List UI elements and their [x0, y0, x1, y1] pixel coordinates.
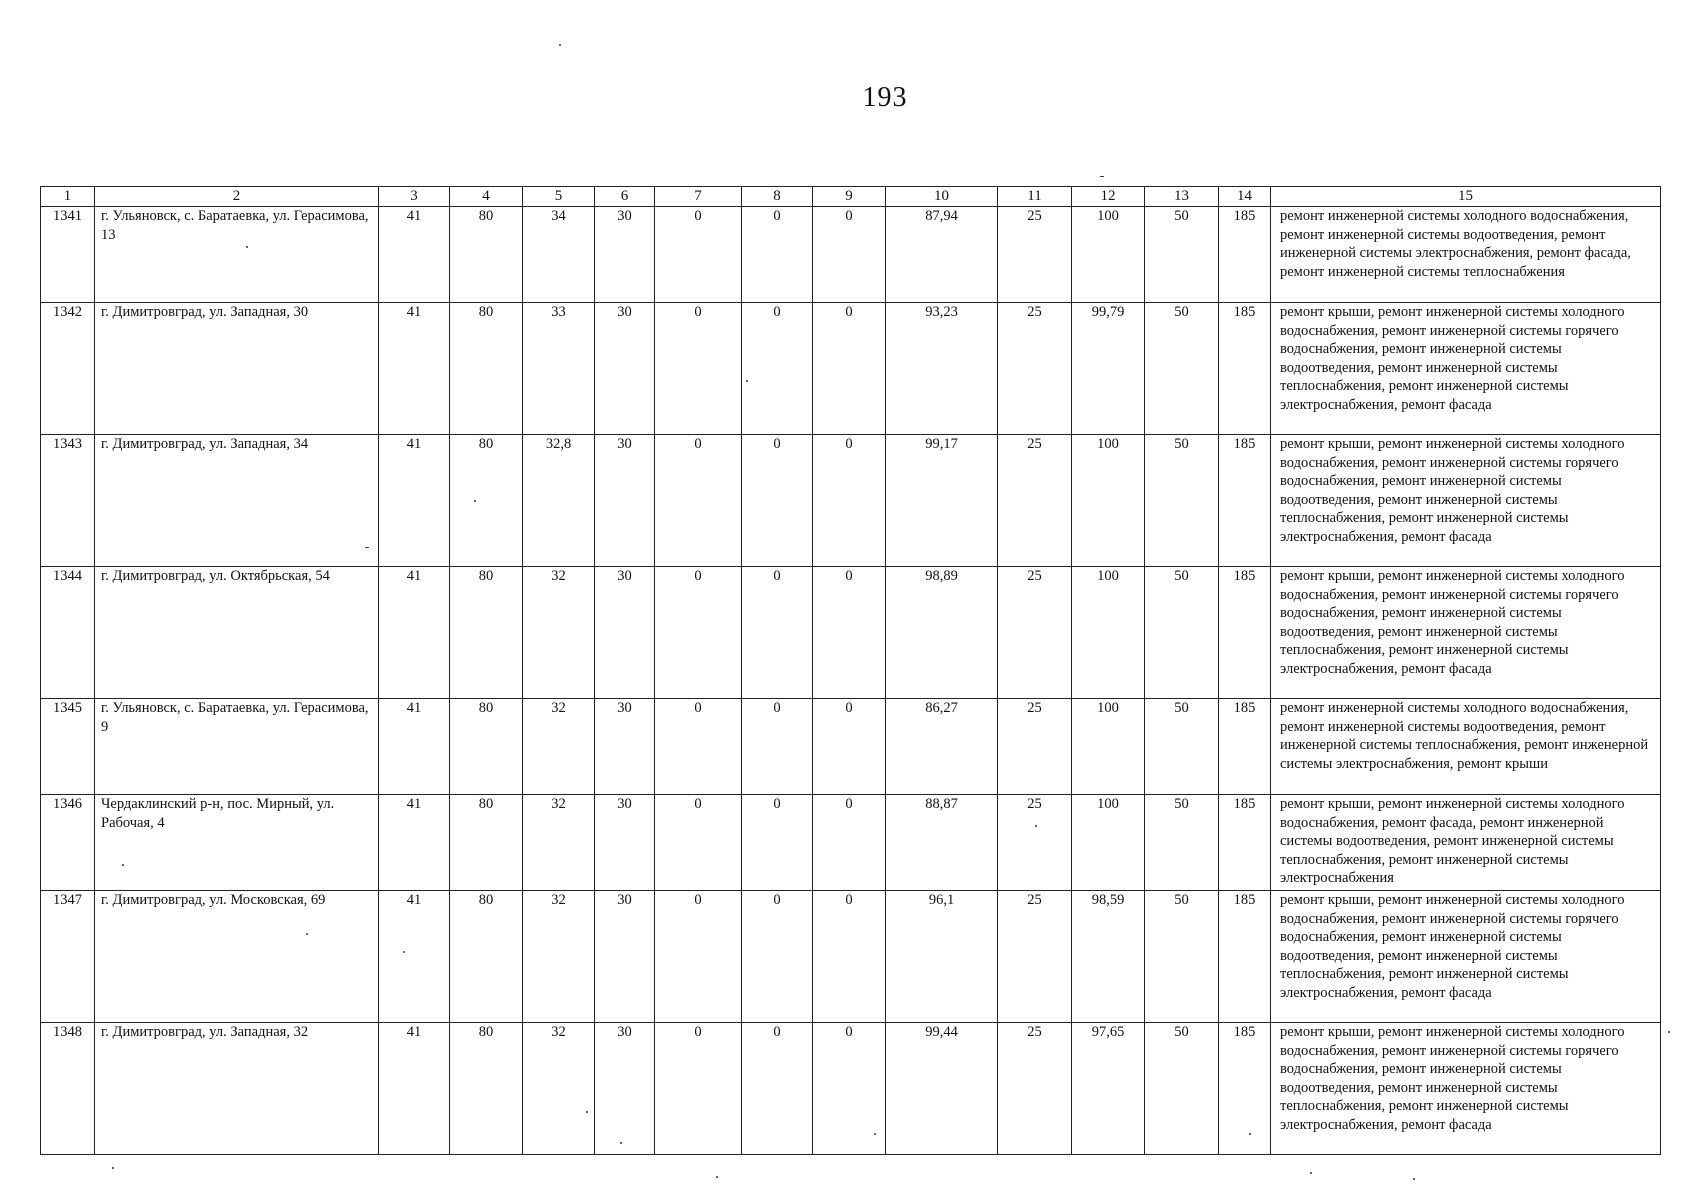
- value-cell: 25: [998, 567, 1072, 699]
- value-cell: 41: [379, 699, 450, 795]
- column-number-row: [41, 187, 1661, 207]
- value-cell: 0: [742, 699, 813, 795]
- value-cell: 41: [379, 795, 450, 891]
- value-cell: 0: [742, 1023, 813, 1155]
- value-cell: 97,65: [1072, 1023, 1145, 1155]
- value-cell: 0: [655, 303, 742, 435]
- value-cell: 0: [813, 207, 886, 303]
- scan-speck: [559, 44, 561, 46]
- value-cell: 30: [595, 207, 655, 303]
- row-number: 1342: [41, 303, 95, 435]
- column-header: 3: [379, 187, 450, 207]
- scan-speck: [874, 1133, 876, 1135]
- value-cell: 100: [1072, 207, 1145, 303]
- value-cell: 50: [1145, 303, 1219, 435]
- value-cell: 0: [813, 891, 886, 1023]
- scan-speck: [746, 380, 748, 382]
- table-row: [41, 435, 1661, 567]
- value-cell: 185: [1219, 891, 1271, 1023]
- value-cell: 50: [1145, 435, 1219, 567]
- works-cell: ремонт крыши, ремонт инженерной системы холодного водоснабжения, ремонт инженерной системы горячего водоснабжения, ремонт инженерной системы водоотведения, ремонт инженерной системы теплоснабжения, ремонт инженерной системы электроснабжения, ремонт фасада: [1271, 303, 1661, 435]
- value-cell: 100: [1072, 699, 1145, 795]
- table-row: [41, 891, 1661, 1023]
- value-cell: 30: [595, 795, 655, 891]
- value-cell: 41: [379, 891, 450, 1023]
- value-cell: 100: [1072, 435, 1145, 567]
- value-cell: 33: [523, 303, 595, 435]
- column-header: 8: [742, 187, 813, 207]
- value-cell: 41: [379, 567, 450, 699]
- registry-table: [40, 186, 1661, 1155]
- value-cell: 50: [1145, 795, 1219, 891]
- table-row: [41, 795, 1661, 891]
- value-cell: 98,89: [886, 567, 998, 699]
- value-cell: 0: [742, 303, 813, 435]
- works-cell: ремонт крыши, ремонт инженерной системы холодного водоснабжения, ремонт инженерной системы горячего водоснабжения, ремонт инженерной системы водоотведения, ремонт инженерной системы теплоснабжения, ремонт инженерной системы электроснабжения, ремонт фасада: [1271, 1023, 1661, 1155]
- scan-speck: [306, 933, 308, 935]
- table-header: [41, 187, 1661, 207]
- value-cell: 87,94: [886, 207, 998, 303]
- table-row: [41, 303, 1661, 435]
- value-cell: 80: [450, 891, 523, 1023]
- value-cell: 0: [742, 435, 813, 567]
- address-cell: г. Ульяновск, с. Баратаевка, ул. Герасимова, 13: [95, 207, 379, 303]
- value-cell: 32: [523, 1023, 595, 1155]
- row-number: 1345: [41, 699, 95, 795]
- value-cell: 50: [1145, 1023, 1219, 1155]
- value-cell: 50: [1145, 891, 1219, 1023]
- scan-speck: [122, 864, 124, 866]
- address-cell: Чердаклинский р-н, пос. Мирный, ул. Рабочая, 4: [95, 795, 379, 891]
- address-cell: г. Димитровград, ул. Октябрьская, 54: [95, 567, 379, 699]
- table-body: [41, 207, 1661, 1155]
- value-cell: 25: [998, 435, 1072, 567]
- works-cell: ремонт крыши, ремонт инженерной системы холодного водоснабжения, ремонт инженерной системы горячего водоснабжения, ремонт инженерной системы водоотведения, ремонт инженерной системы теплоснабжения, ремонт инженерной системы электроснабжения, ремонт фасада: [1271, 567, 1661, 699]
- value-cell: 0: [813, 795, 886, 891]
- value-cell: 0: [655, 567, 742, 699]
- value-cell: 99,17: [886, 435, 998, 567]
- works-cell: ремонт крыши, ремонт инженерной системы холодного водоснабжения, ремонт инженерной системы горячего водоснабжения, ремонт инженерной системы водоотведения, ремонт инженерной системы теплоснабжения, ремонт инженерной системы электроснабжения, ремонт фасада: [1271, 891, 1661, 1023]
- value-cell: 100: [1072, 567, 1145, 699]
- scan-speck: [1249, 1133, 1251, 1135]
- value-cell: 50: [1145, 699, 1219, 795]
- value-cell: 30: [595, 1023, 655, 1155]
- column-header: 4: [450, 187, 523, 207]
- value-cell: 0: [813, 699, 886, 795]
- table-row: [41, 207, 1661, 303]
- scan-speck: [586, 1111, 588, 1113]
- column-header: 15: [1271, 187, 1661, 207]
- value-cell: 32: [523, 891, 595, 1023]
- value-cell: 32,8: [523, 435, 595, 567]
- address-cell: г. Димитровград, ул. Западная, 32: [95, 1023, 379, 1155]
- works-cell: ремонт инженерной системы холодного водоснабжения, ремонт инженерной системы водоотведения, ремонт инженерной системы теплоснабжения, ремонт инженерной системы электроснабжения, ремонт крыши: [1271, 699, 1661, 795]
- value-cell: 185: [1219, 435, 1271, 567]
- scan-speck: [1310, 1172, 1312, 1174]
- page-number: 193: [862, 82, 908, 113]
- table-row: [41, 567, 1661, 699]
- value-cell: 32: [523, 567, 595, 699]
- value-cell: 32: [523, 699, 595, 795]
- value-cell: 30: [595, 567, 655, 699]
- scan-speck: [246, 246, 248, 248]
- value-cell: 0: [655, 1023, 742, 1155]
- scan-speck: [403, 951, 405, 953]
- column-header: 2: [95, 187, 379, 207]
- row-number: 1341: [41, 207, 95, 303]
- scan-speck: [474, 500, 476, 502]
- table-row: [41, 699, 1661, 795]
- value-cell: 41: [379, 303, 450, 435]
- value-cell: 41: [379, 435, 450, 567]
- scan-speck: [112, 1167, 114, 1169]
- column-header: 13: [1145, 187, 1219, 207]
- value-cell: 99,79: [1072, 303, 1145, 435]
- address-cell: г. Димитровград, ул. Московская, 69: [95, 891, 379, 1023]
- value-cell: 185: [1219, 303, 1271, 435]
- value-cell: 25: [998, 795, 1072, 891]
- value-cell: 80: [450, 207, 523, 303]
- value-cell: 0: [813, 567, 886, 699]
- scan-speck: [716, 1176, 718, 1178]
- scan-speck: [1413, 1178, 1415, 1180]
- value-cell: 25: [998, 699, 1072, 795]
- row-number: 1348: [41, 1023, 95, 1155]
- column-header: 6: [595, 187, 655, 207]
- value-cell: 86,27: [886, 699, 998, 795]
- row-number: 1346: [41, 795, 95, 891]
- value-cell: 41: [379, 207, 450, 303]
- value-cell: 185: [1219, 699, 1271, 795]
- value-cell: 32: [523, 795, 595, 891]
- address-cell: г. Ульяновск, с. Баратаевка, ул. Герасимова, 9: [95, 699, 379, 795]
- column-header: 1: [41, 187, 95, 207]
- value-cell: 0: [813, 435, 886, 567]
- works-cell: ремонт крыши, ремонт инженерной системы холодного водоснабжения, ремонт инженерной системы горячего водоснабжения, ремонт инженерной системы водоотведения, ремонт инженерной системы теплоснабжения, ремонт инженерной системы электроснабжения, ремонт фасада: [1271, 435, 1661, 567]
- value-cell: 0: [655, 891, 742, 1023]
- value-cell: 30: [595, 303, 655, 435]
- value-cell: 0: [655, 435, 742, 567]
- value-cell: 80: [450, 303, 523, 435]
- value-cell: 34: [523, 207, 595, 303]
- value-cell: 93,23: [886, 303, 998, 435]
- works-cell: ремонт крыши, ремонт инженерной системы холодного водоснабжения, ремонт фасада, ремонт инженерной системы водоотведения, ремонт инженерной системы теплоснабжения, ремонт инженерной системы электроснабжения: [1271, 795, 1661, 891]
- value-cell: 185: [1219, 795, 1271, 891]
- value-cell: 96,1: [886, 891, 998, 1023]
- value-cell: 80: [450, 435, 523, 567]
- column-header: 11: [998, 187, 1072, 207]
- column-header: 7: [655, 187, 742, 207]
- column-header: 9: [813, 187, 886, 207]
- scan-speck: [1035, 825, 1037, 827]
- value-cell: 80: [450, 567, 523, 699]
- value-cell: 50: [1145, 567, 1219, 699]
- value-cell: 0: [655, 795, 742, 891]
- value-cell: 185: [1219, 1023, 1271, 1155]
- value-cell: 0: [813, 1023, 886, 1155]
- value-cell: 25: [998, 207, 1072, 303]
- value-cell: 25: [998, 303, 1072, 435]
- row-number: 1344: [41, 567, 95, 699]
- value-cell: 185: [1219, 207, 1271, 303]
- column-header: 12: [1072, 187, 1145, 207]
- value-cell: 50: [1145, 207, 1219, 303]
- value-cell: 88,87: [886, 795, 998, 891]
- value-cell: 100: [1072, 795, 1145, 891]
- scan-speck: [620, 1142, 622, 1144]
- value-cell: 30: [595, 435, 655, 567]
- scan-speck: [1668, 1031, 1670, 1033]
- value-cell: 0: [813, 303, 886, 435]
- row-number: 1343: [41, 435, 95, 567]
- column-header: 10: [886, 187, 998, 207]
- column-header: 14: [1219, 187, 1271, 207]
- column-header: 5: [523, 187, 595, 207]
- value-cell: 30: [595, 891, 655, 1023]
- value-cell: 0: [655, 699, 742, 795]
- scan-speck: [365, 547, 369, 548]
- value-cell: 98,59: [1072, 891, 1145, 1023]
- value-cell: 0: [742, 567, 813, 699]
- value-cell: 25: [998, 1023, 1072, 1155]
- address-cell: г. Димитровград, ул. Западная, 30: [95, 303, 379, 435]
- address-cell: г. Димитровград, ул. Западная, 34: [95, 435, 379, 567]
- value-cell: 30: [595, 699, 655, 795]
- table-row: [41, 1023, 1661, 1155]
- value-cell: 0: [742, 891, 813, 1023]
- value-cell: 0: [742, 795, 813, 891]
- row-number: 1347: [41, 891, 95, 1023]
- value-cell: 0: [742, 207, 813, 303]
- value-cell: 80: [450, 795, 523, 891]
- scan-speck: [1100, 176, 1104, 177]
- value-cell: 99,44: [886, 1023, 998, 1155]
- value-cell: 41: [379, 1023, 450, 1155]
- value-cell: 80: [450, 1023, 523, 1155]
- works-cell: ремонт инженерной системы холодного водоснабжения, ремонт инженерной системы водоотведения, ремонт инженерной системы электроснабжения, ремонт фасада, ремонт инженерной системы теплоснабжения: [1271, 207, 1661, 303]
- value-cell: 25: [998, 891, 1072, 1023]
- value-cell: 0: [655, 207, 742, 303]
- value-cell: 185: [1219, 567, 1271, 699]
- value-cell: 80: [450, 699, 523, 795]
